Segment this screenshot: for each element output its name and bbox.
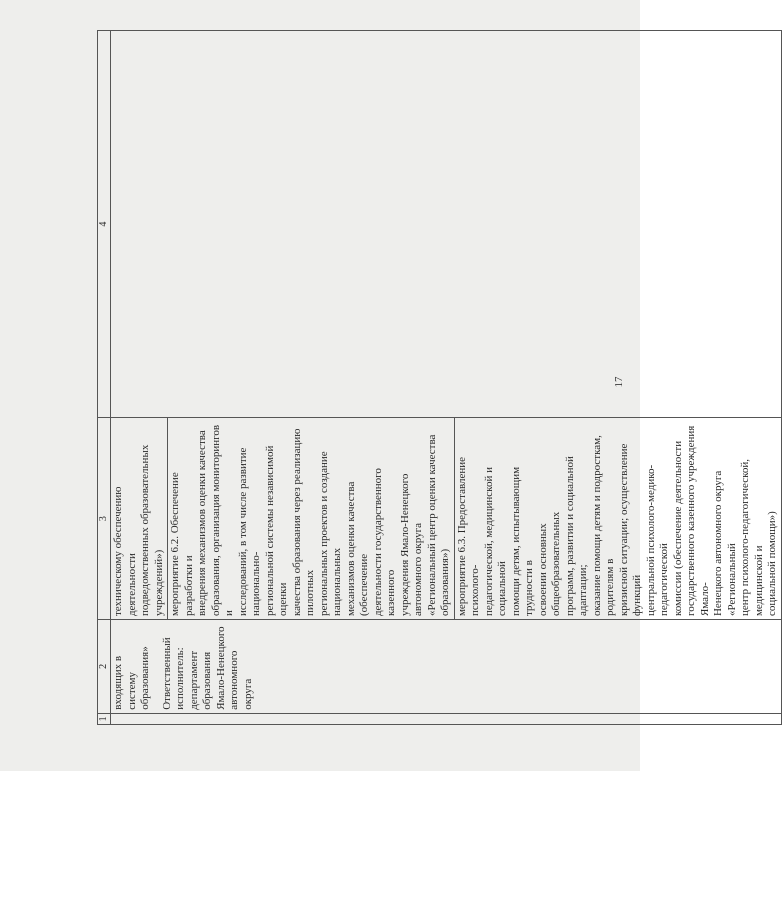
column-header-3: 3 <box>98 418 111 620</box>
table-header-row <box>98 31 111 725</box>
program-table <box>97 30 782 725</box>
col2-top-text: входящих в систему образования» <box>112 646 151 710</box>
page-number: 17 <box>613 376 625 388</box>
responsible-executor: Ответственный исполнитель: департамент образования Ямало-Ненецкого автономного округа <box>160 626 254 710</box>
cell-measure-6-3 <box>454 418 781 620</box>
cell-col2 <box>111 620 782 714</box>
column-header-1: 1 <box>98 713 111 724</box>
cell-col1 <box>111 713 782 724</box>
column-header-2: 2 <box>98 620 111 714</box>
table-row-continuation <box>111 31 168 725</box>
measure-6-2-text: мероприятие 6.2. Обеспечение разработки и внедрения механизмов оценки качества образования, организация мониторингов и исследований, в том числе развитие национально- региональной системы независимой оценки качества образования через реализацию пилотных региональных проектов и создание национальных механизмов оценки качества (обеспечение деятельности государственного казенного учреждения Ямало-Ненецкого автономного округа «Региональный центр оценки качества образования») <box>169 424 451 617</box>
cell-col4 <box>111 31 782 418</box>
column-header-4: 4 <box>98 31 111 418</box>
cell-col3-top <box>111 418 168 620</box>
cell-measure-6-2 <box>168 418 455 620</box>
measure-6-3-text: мероприятие 6.3. Предоставление психолого- педагогической, медицинской и социальной помощи детям, испытывающим трудности в освоении основных общеобразовательных программ, развитии и социальной адаптации; оказание помощи детям и подросткам, родителям в кризисной ситуации; осуществление функций центральной психолого-медико-педагогической комиссии (обеспечение деятельности государственного казенного учреждения Ямало- Ненецкого автономного округа «Региональный центр психолого-педагогической, медицинской и социальной помощи») <box>455 425 778 617</box>
col3-top-text: техническому обеспечению деятельности подведомственных образовательных учреждений») <box>112 444 165 617</box>
